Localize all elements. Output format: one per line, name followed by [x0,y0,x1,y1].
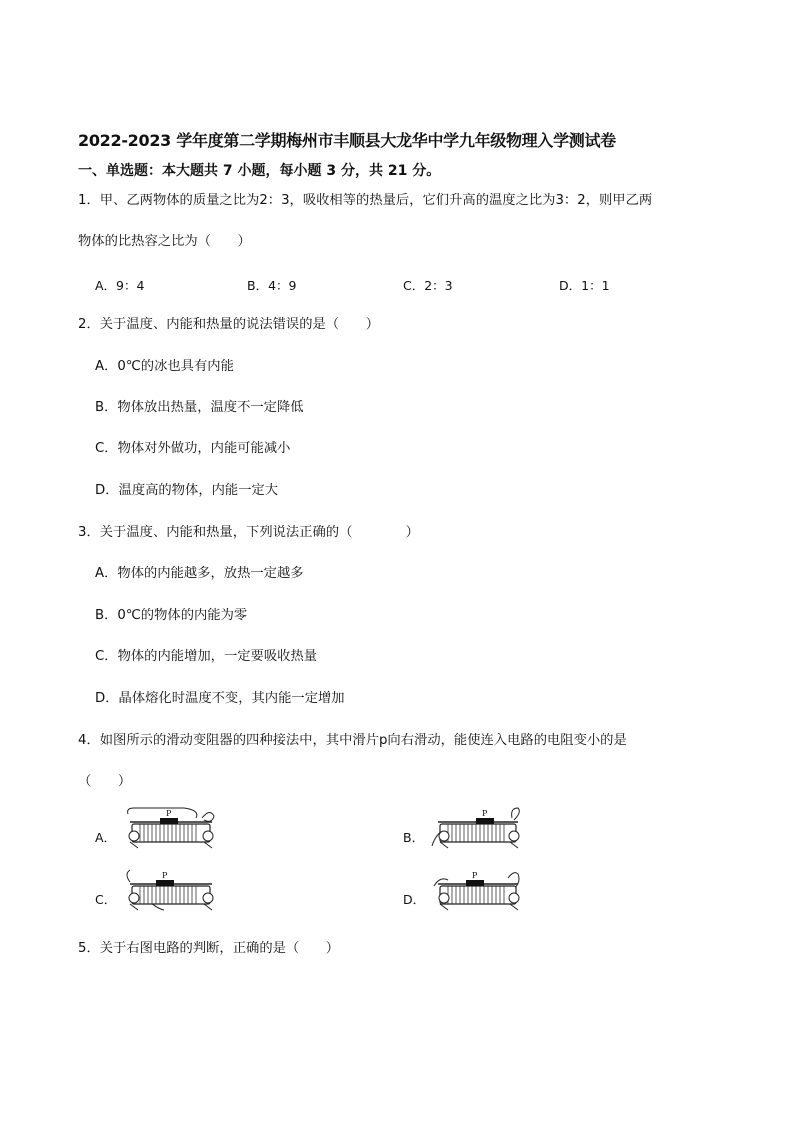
q4-option-a[interactable]: A． [95,830,117,845]
q1-option-c[interactable]: C．2：3 [403,278,453,293]
q1-option-b[interactable]: B．4：9 [247,278,297,293]
q4-stem-line1: 4．如图所示的滑动变阻器的四种接法中，其中滑片p向右滑动，能使连入电路的电阻变小的是 [78,733,627,748]
q1-options [95,276,695,294]
q3-option-a[interactable]: A．物体的内能越多，放热一定越多 [95,566,304,581]
slider-p-label-a: P [166,809,172,818]
q2-option-b[interactable]: B．物体放出热量，温度不一定降低 [95,400,304,415]
q3-stem: 3．关于温度、内能和热量，下列说法正确的（ ） [78,525,419,540]
q3-option-c[interactable]: C．物体的内能增加，一定要吸收热量 [95,649,318,664]
q4-option-c[interactable]: C． [95,892,117,907]
q2-option-d[interactable]: D．温度高的物体，内能一定大 [95,483,279,498]
slider-p-label-b: P [482,809,488,818]
q3-option-b[interactable]: B．0℃的物体的内能为零 [95,608,248,623]
q1-stem-line2: 物体的比热容之比为（ ） [78,234,251,249]
q2-stem: 2．关于温度、内能和热量的说法错误的是（ ） [78,317,379,332]
q1-stem-line1: 1．甲、乙两物体的质量之比为2：3，吸收相等的热量后，它们升高的温度之比为3：2，则甲乙两 [78,193,653,208]
slider-p-label-d: P [472,871,478,880]
slider-p-label-c: P [162,871,168,880]
rheostat-figure-a [124,806,216,850]
q1-option-d[interactable]: D．1：1 [559,278,610,293]
rheostat-figure-b [430,806,522,850]
exam-title: 2022-2023 学年度第二学期梅州市丰顺县大龙华中学九年级物理入学测试卷 [78,131,616,150]
q4-option-d[interactable]: D． [403,892,426,907]
q4-option-b[interactable]: B． [403,830,425,845]
rheostat-figure-d [430,868,522,912]
q1-option-a[interactable]: A．9：4 [95,278,145,293]
q2-option-c[interactable]: C．物体对外做功，内能可能减小 [95,441,291,456]
q5-stem: 5．关于右图电路的判断，正确的是（ ） [78,941,340,956]
q4-stem-line2: （ ） [78,774,132,789]
q2-option-a[interactable]: A．0℃的冰也具有内能 [95,359,234,374]
rheostat-figure-c [124,868,216,912]
section-heading: 一、单选题：本大题共 7 小题，每小题 3 分，共 21 分。 [78,163,441,179]
q3-option-d[interactable]: D．晶体熔化时温度不变，其内能一定增加 [95,691,345,706]
